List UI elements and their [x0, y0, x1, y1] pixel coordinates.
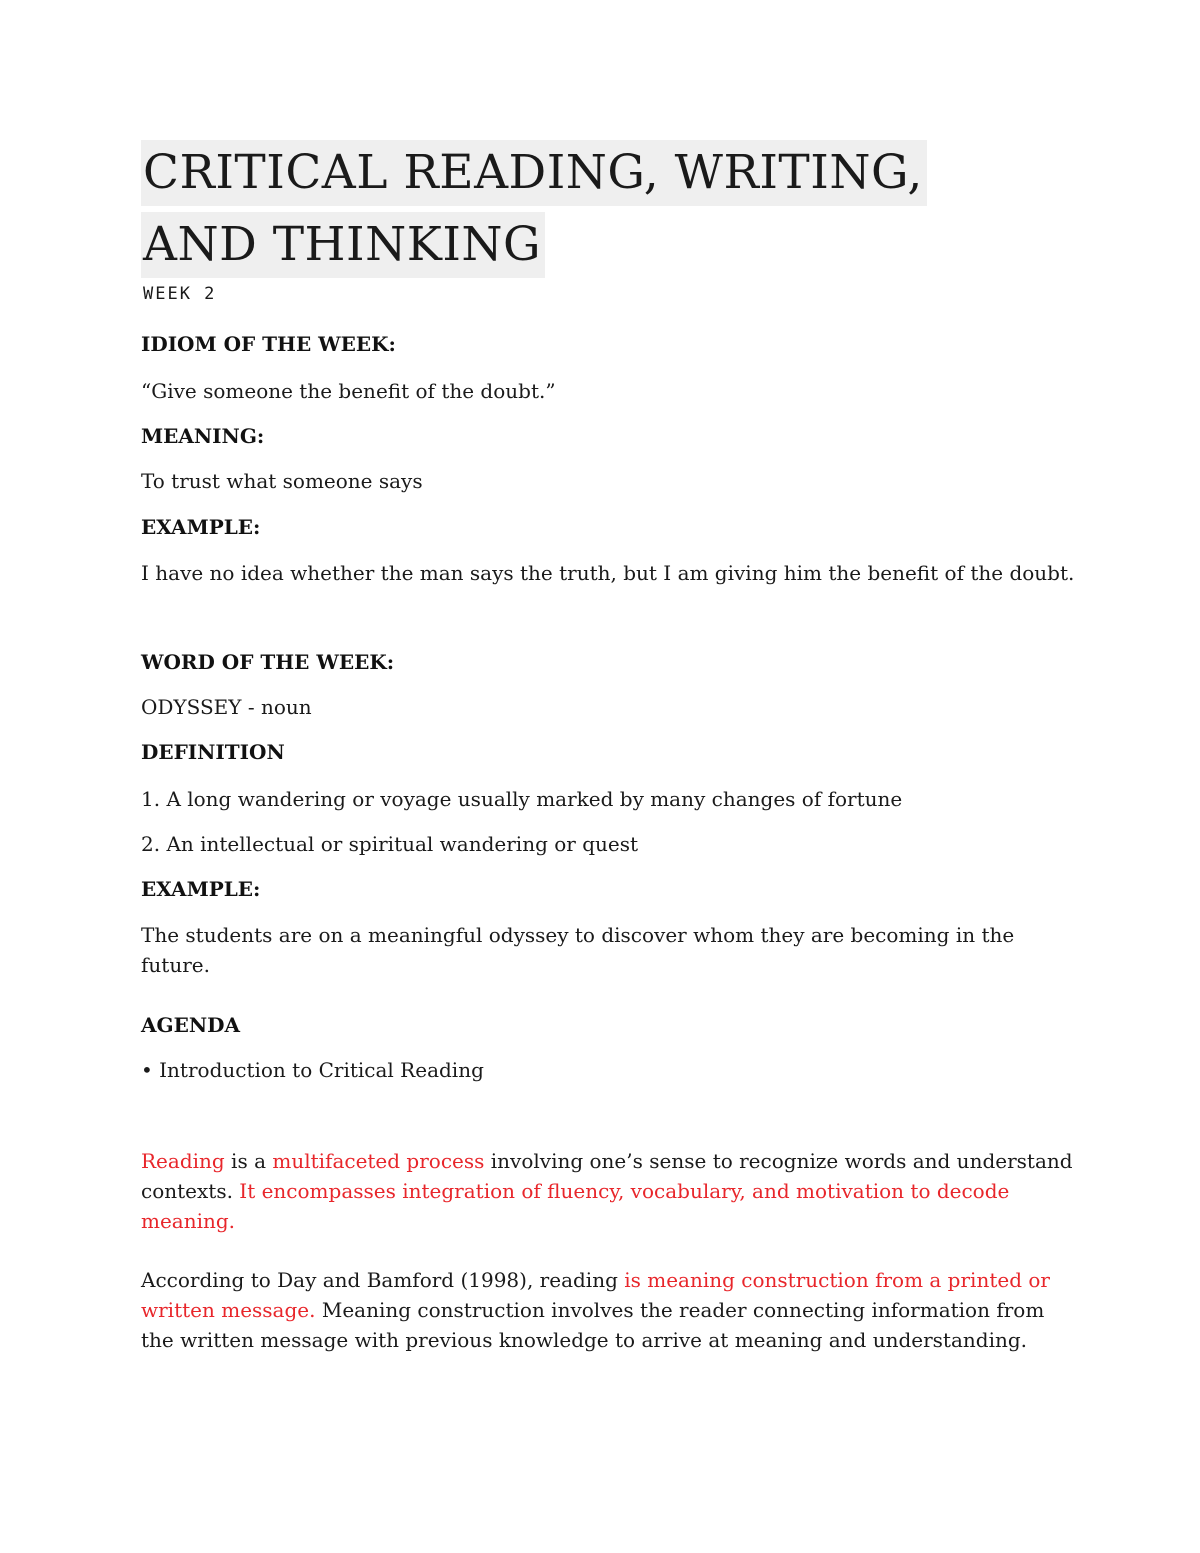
definition-label: DEFINITION [141, 740, 285, 764]
word-label: WORD OF THE WEEK: [141, 650, 395, 674]
definition-item-2: 2. An intellectual or spiritual wandering or quest [141, 832, 639, 856]
highlight-multifaceted-process: multifaceted process [272, 1149, 485, 1173]
highlight-reading: Reading [141, 1149, 225, 1173]
week-label: WEEK 2 [143, 284, 217, 304]
definition-item-1: 1. A long wandering or voyage usually marked by many changes of fortune [141, 787, 903, 811]
highlight-meaning-construction: is meaning construction from a printed or written message. [141, 1268, 1050, 1322]
meaning-label: MEANING: [141, 424, 265, 448]
paragraph-text: Meaning construction involves the reader connecting information from the written message with previous knowledge to arrive at meaning and understanding. [141, 1298, 1045, 1352]
idiom-label: IDIOM OF THE WEEK: [141, 332, 396, 356]
idiom-text: “Give someone the benefit of the doubt.” [141, 379, 556, 403]
agenda-item-1: • Introduction to Critical Reading [141, 1058, 484, 1082]
agenda-label: AGENDA [141, 1013, 240, 1037]
highlight-encompasses: It encompasses integration of fluency, vocabulary, and motivation to decode meaning. [141, 1179, 1010, 1233]
document-title-line-2: AND THINKING [141, 212, 545, 278]
document-title-line-1: CRITICAL READING, WRITING, [141, 140, 927, 206]
paragraph-text: According to Day and Bamford (1998), reading [141, 1268, 625, 1292]
reading-definition-paragraph [141, 1146, 1081, 1236]
example-label-1: EXAMPLE: [141, 515, 261, 539]
example-text-2: The students are on a meaningful odyssey to discover whom they are becoming in the future. [141, 923, 1015, 977]
paragraph-text: involving one’s sense to recognize words and understand contexts. [141, 1149, 1073, 1203]
word-text: ODYSSEY - noun [141, 695, 312, 719]
day-bamford-paragraph [141, 1265, 1081, 1355]
example-text-1: I have no idea whether the man says the truth, but I am giving him the benefit of the doubt. [141, 561, 1075, 585]
paragraph-text: is a [224, 1149, 273, 1173]
example-label-2: EXAMPLE: [141, 877, 261, 901]
meaning-text: To trust what someone says [141, 469, 423, 493]
